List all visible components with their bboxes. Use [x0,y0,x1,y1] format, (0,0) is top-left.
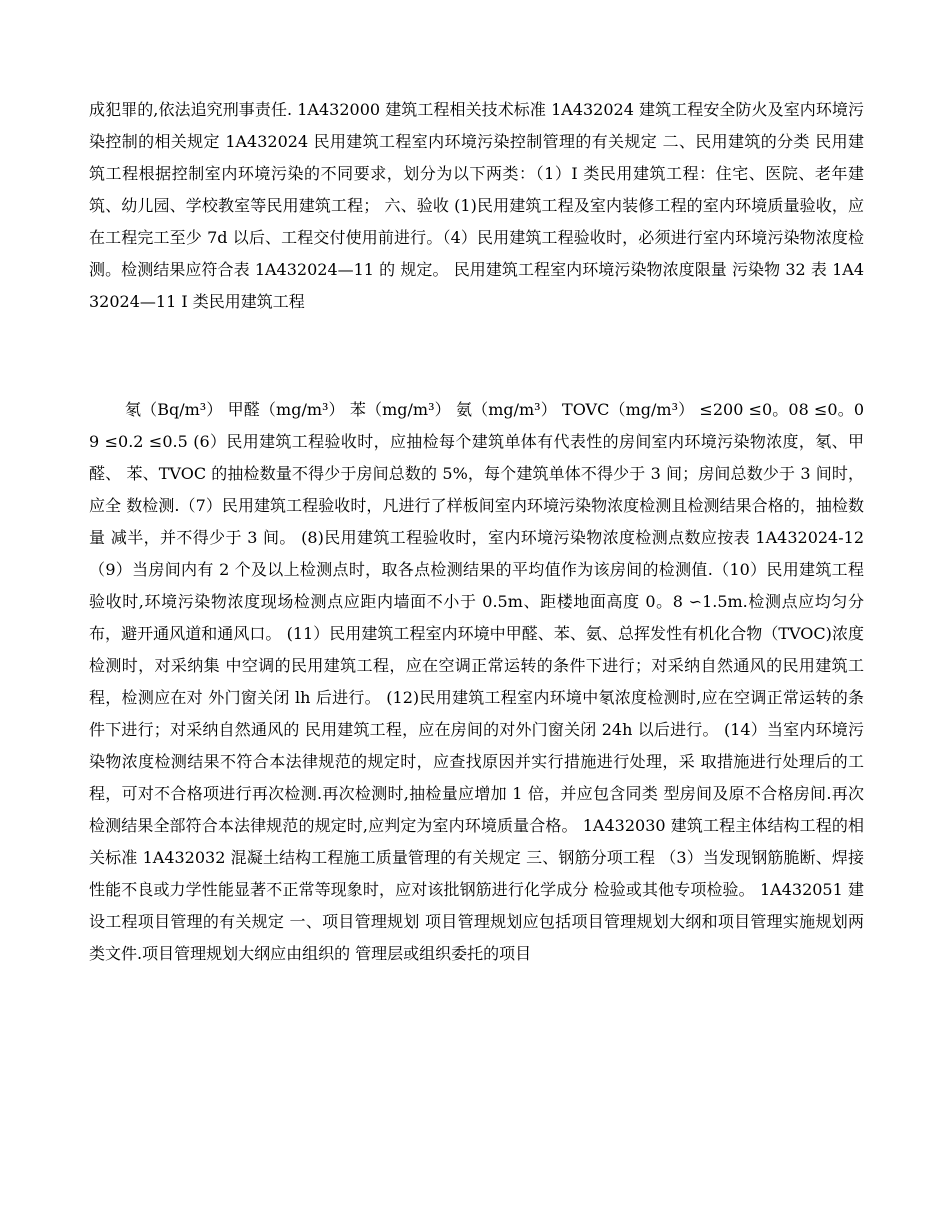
paragraph-2: 氡（Bq/m³） 甲醛（mg/m³） 苯（mg/m³） 氨（mg/m³） TOVC（mg/m³） ≤200 ≤0。08 ≤0。09 ≤0.2 ≤0.5 (6）民用建筑工程验收时，应抽检每个建筑单体有代表性的房间室内环境污染物浓度，氡、甲醛、 苯、TVOC 的抽检数量不得少于房间总数的 5%，每个建筑单体不得少于 3 间；房间总数少于 3 间时，应全 数检测.（7）民用建筑工程验收时，凡进行了样板间室内环境污染物浓度检测且检测结果合格的，抽检数量 减半，并不得少于 3 间。 (8)民用建筑工程验收时，室内环境污染物浓度检测点数应按表 1A432024-12 （9）当房间内有 2 个及以上检测点时，取各点检测结果的平均值作为该房间的检测值.（10）民用建筑工程验收时,环境污染物浓度现场检测点应距内墙面不小于 0.5m、距楼地面高度 0。8 ∽1.5m.检测点应均匀分布，避开通风道和通风口。 (11）民用建筑工程室内环境中甲醛、苯、氨、总挥发性有机化合物（TVOC)浓度检测时，对采纳集 中空调的民用建筑工程，应在空调正常运转的条件下进行；对采纳自然通风的民用建筑工程，检测应在对 外门窗关闭 lh 后进行。 (12)民用建筑工程室内环境中氡浓度检测时,应在空调正常运转的条件下进行；对采纳自然通风的 民用建筑工程，应在房间的对外门窗关闭 24h 以后进行。 (14）当室内环境污染物浓度检测结果不符合本法律规范的规定时，应查找原因并实行措施进行处理，采 取措施进行处理后的工程，可对不合格项进行再次检测.再次检测时,抽检量应增加 1 倍，并应包含同类 型房间及原不合格房间.再次检测结果全部符合本法律规范的规定时,应判定为室内环境质量合格。 1A432030 建筑工程主体结构工程的相关标准 1A432032 混凝土结构工程施工质量管理的有关规定 三、钢筋分项工程 （3）当发现钢筋脆断、焊接性能不良或力学性能显著不正常等现象时，应对该批钢筋进行化学成分 检验或其他专项检验。 1A432051 建设工程项目管理的有关规定 一、项目管理规划 项目管理规划应包括项目管理规划大纲和项目管理实施规划两类文件.项目管理规划大纲应由组织的 管理层或组织委托的项目 [89,400,864,963]
paragraph-1: 成犯罪的,依法追究刑事责任. 1A432000 建筑工程相关技术标准 1A432024 建筑工程安全防火及室内环境污染控制的相关规定 1A432024 民用建筑工程室内环境污染控制管理的有关规定 二、民用建筑的分类 民用建筑工程根据控制室内环境污染的不同要求，划分为以下两类：（1）I 类民用建筑工程：住宅、医院、老年建筑、幼儿园、学校教室等民用建筑工程； 六、验收 (1)民用建筑工程及室内装修工程的室内环境质量验收，应在工程完工至少 7d 以后、工程交付使用前进行。（4）民用建筑工程验收时，必须进行室内环境污染物浓度检测。检测结果应符合表 1A432024—11 的 规定。 民用建筑工程室内环境污染物浓度限量 污染物 32 表 1A432024—11 I 类民用建筑工程 [89,100,864,311]
